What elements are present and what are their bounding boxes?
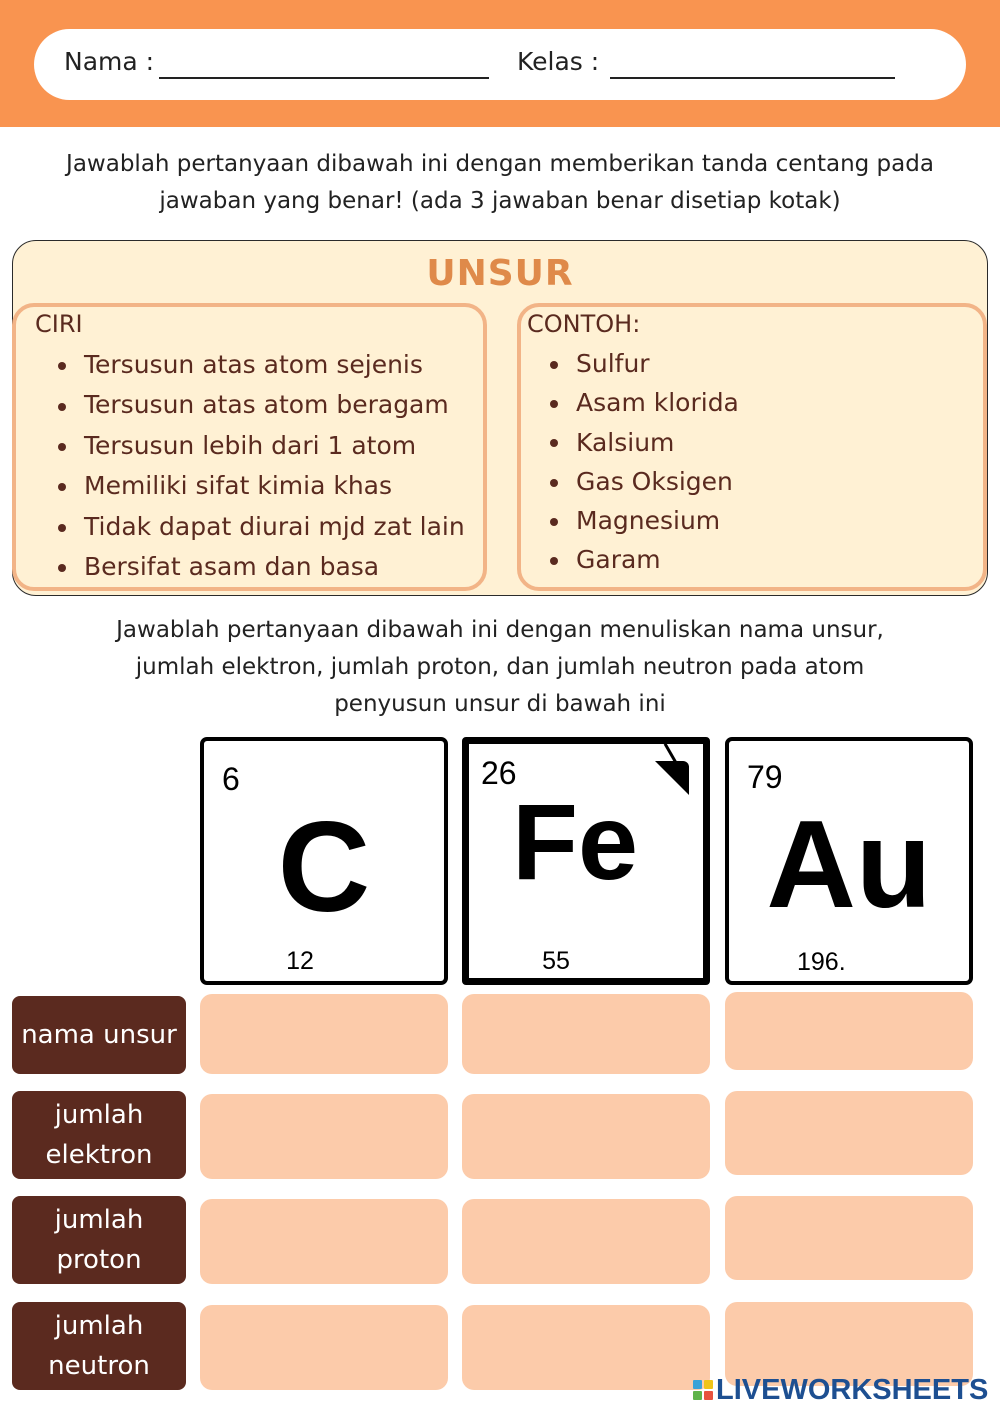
liveworksheets-logo [693, 1374, 988, 1406]
instruction-1 [0, 146, 1000, 220]
name-label: Nama : [64, 47, 155, 76]
element-symbol: Fe [511, 781, 639, 902]
mark-square [693, 1380, 702, 1389]
element-symbol: Au [766, 796, 932, 934]
instruction-2-line: penyusun unsur di bawah ini [334, 691, 666, 717]
atomic-mass: 196. [797, 948, 846, 976]
instruction-1-line: Jawablah pertanyaan dibawah ini dengan memberikan tanda centang pada [66, 151, 934, 177]
ciri-list [58, 345, 465, 587]
mark-square [704, 1380, 713, 1389]
row-label-text: nama unsur [21, 1020, 177, 1050]
name-field[interactable] [159, 77, 489, 79]
answer-box-elektron-c[interactable] [200, 1094, 448, 1179]
answer-box-elektron-au[interactable] [725, 1091, 973, 1175]
answer-box-nama-au[interactable] [725, 992, 973, 1070]
row-label-jumlah-elektron [12, 1091, 186, 1179]
contoh-option[interactable]: Garam [550, 540, 739, 579]
instruction-2-line: Jawablah pertanyaan dibawah ini dengan menuliskan nama unsur, [116, 617, 884, 643]
contoh-option[interactable]: Asam klorida [550, 383, 739, 422]
ciri-option[interactable]: Memiliki sifat kimia khas [58, 466, 465, 506]
row-label-text: jumlah [54, 1100, 144, 1130]
row-label-text: jumlah [54, 1205, 144, 1235]
atomic-mass: 12 [286, 947, 314, 975]
element-tile-gold [725, 737, 973, 985]
answer-box-neutron-c[interactable] [200, 1305, 448, 1390]
row-label-jumlah-neutron [12, 1302, 186, 1390]
atomic-number: 26 [481, 755, 517, 791]
atomic-number: 6 [222, 761, 240, 797]
answer-box-neutron-fe[interactable] [462, 1305, 710, 1390]
mark-square [693, 1391, 702, 1400]
class-field[interactable] [610, 77, 895, 79]
ciri-option[interactable]: Tersusun lebih dari 1 atom [58, 426, 465, 466]
liveworksheets-mark-icon [693, 1380, 713, 1400]
identity-pill [34, 29, 966, 100]
class-label: Kelas : [517, 47, 600, 76]
ciri-option[interactable]: Bersifat asam dan basa [58, 547, 465, 587]
element-tile-carbon [200, 737, 448, 985]
contoh-option[interactable]: Magnesium [550, 501, 739, 540]
atomic-number: 79 [747, 759, 783, 795]
contoh-option[interactable]: Kalsium [550, 423, 739, 462]
answer-box-nama-fe[interactable] [462, 994, 710, 1074]
contoh-option[interactable]: Gas Oksigen [550, 462, 739, 501]
answer-box-proton-c[interactable] [200, 1199, 448, 1284]
contoh-list [550, 344, 739, 580]
answer-box-elektron-fe[interactable] [462, 1094, 710, 1179]
row-label-text: elektron [45, 1140, 153, 1170]
element-tile-iron [462, 737, 710, 985]
answer-box-proton-fe[interactable] [462, 1199, 710, 1284]
mark-square [704, 1391, 713, 1400]
row-label-nama-unsur [12, 996, 186, 1074]
ciri-option[interactable]: Tidak dapat diurai mjd zat lain [58, 507, 465, 547]
instruction-2-line: jumlah elektron, jumlah proton, dan jumlah neutron pada atom [135, 654, 865, 680]
row-label-text: jumlah [54, 1311, 144, 1341]
instruction-1-line: jawaban yang benar! (ada 3 jawaban benar disetiap kotak) [159, 188, 841, 214]
answer-box-nama-c[interactable] [200, 994, 448, 1074]
answer-box-proton-au[interactable] [725, 1196, 973, 1280]
ciri-heading: CIRI [35, 310, 83, 338]
contoh-option[interactable]: Sulfur [550, 344, 739, 383]
ciri-option[interactable]: Tersusun atas atom beragam [58, 385, 465, 425]
unsur-title: UNSUR [426, 253, 574, 294]
liveworksheets-text: LIVEWORKSHEETS [716, 1373, 989, 1406]
row-label-jumlah-proton [12, 1196, 186, 1284]
row-label-text: neutron [48, 1351, 150, 1381]
instruction-2 [0, 612, 1000, 723]
ciri-option[interactable]: Tersusun atas atom sejenis [58, 345, 465, 385]
element-symbol: C [277, 796, 371, 939]
atomic-mass: 55 [542, 947, 570, 975]
row-label-text: proton [56, 1245, 142, 1275]
contoh-heading: CONTOH: [527, 310, 641, 338]
